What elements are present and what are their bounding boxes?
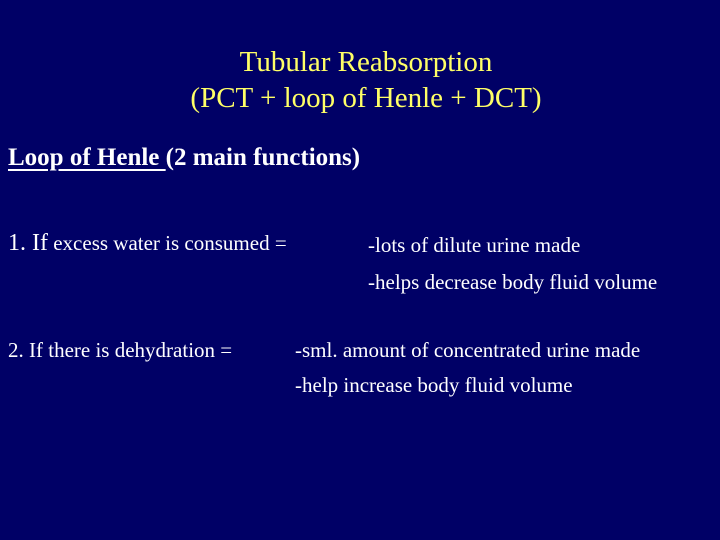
item-1-result-2: -helps decrease body fluid volume: [368, 270, 658, 294]
item-1-number: 1. If: [8, 230, 48, 256]
item-2-result-2: -help increase body fluid volume: [295, 373, 573, 397]
item-2-result-1: -sml. amount of concentrated urine made: [295, 338, 641, 362]
heading-rest-text: (2 main functions): [165, 144, 361, 171]
item-2-condition-text: there is dehydration =: [43, 338, 233, 362]
heading-underlined-text: Loop of Henle: [8, 144, 166, 171]
item-1-result-1: -lots of dilute urine made: [368, 233, 581, 257]
title-line-1: Tubular Reabsorption: [239, 46, 493, 78]
title-line-2: (PCT + loop of Henle + DCT): [190, 82, 542, 114]
item-2-condition: [8, 335, 232, 365]
slide-title: [0, 44, 720, 116]
item-1-condition-text: excess water is consumed =: [47, 231, 287, 255]
item-1-condition: [8, 228, 287, 258]
section-heading: [8, 138, 360, 178]
item-2-number: 2. If: [8, 338, 43, 362]
